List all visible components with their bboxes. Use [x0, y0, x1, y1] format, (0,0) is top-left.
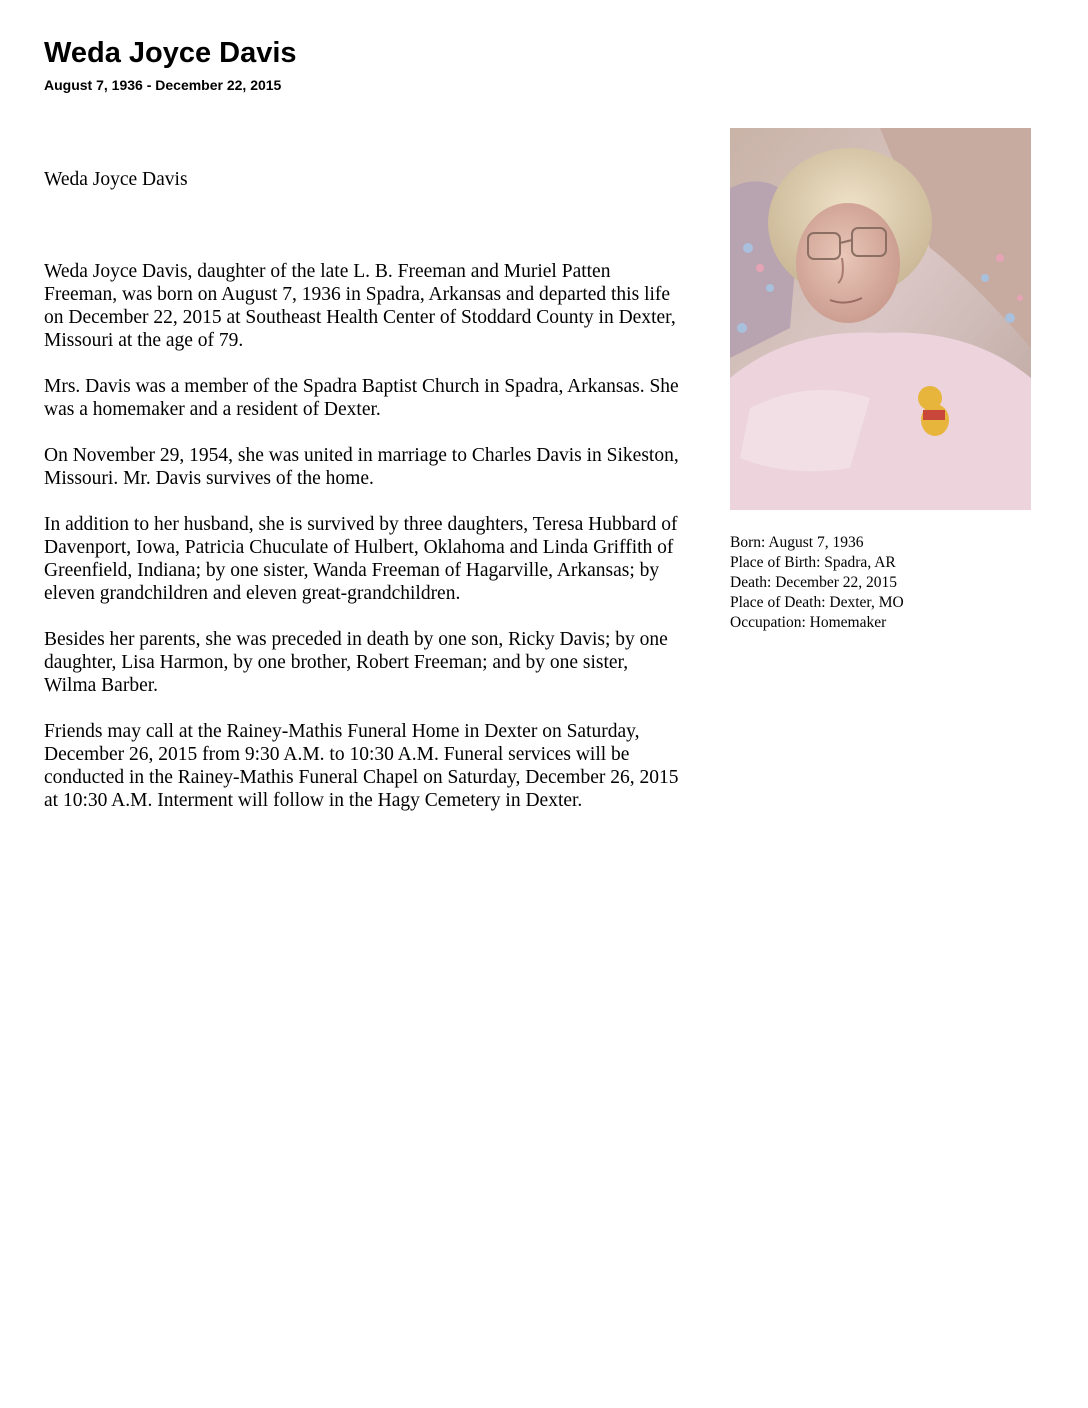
subject-name: Weda Joyce Davis	[44, 169, 188, 190]
obituary-paragraph: On November 29, 1954, she was united in marriage to Charles Davis in Sikeston, Missouri. Mr. Davis survives of the home.	[44, 445, 679, 489]
obituary-paragraph: Friends may call at the Rainey-Mathis Funeral Home in Dexter on Saturday, December 26, 2015 from 9:30 A.M. to 10:30 A.M. Funeral services will be conducted in the Rainey-Mathis Funeral Chapel on Saturday, December 26, 2015 at 10:30 A.M. Interment will follow in the Hagy Cemetery in Dexter.	[44, 721, 679, 811]
obituary-body	[44, 168, 684, 835]
life-dates: August 7, 1936 - December 22, 2015	[44, 77, 282, 93]
obituary-paragraph: In addition to her husband, she is survived by three daughters, Teresa Hubbard of Davenport, Iowa, Patricia Chuculate of Hulbert, Oklahoma and Linda Griffith of Greenfield, Indiana; by one sister, Wanda Freeman of Hagarville, Arkansas; by eleven grandchildren and eleven great-grandchildren.	[44, 514, 678, 604]
vital-facts	[730, 533, 904, 633]
fact-occupation: Occupation: Homemaker	[730, 614, 887, 631]
portrait-photo	[730, 128, 1031, 510]
obituary-paragraph: Mrs. Davis was a member of the Spadra Baptist Church in Spadra, Arkansas. She was a homemaker and a resident of Dexter.	[44, 376, 679, 420]
obituary-paragraph: Besides her parents, she was preceded in death by one son, Ricky Davis; by one daughter, Lisa Harmon, by one brother, Robert Freeman; and by one sister, Wilma Barber.	[44, 629, 668, 696]
page-title: Weda Joyce Davis	[44, 37, 297, 69]
page-header	[44, 36, 297, 94]
fact-death: Death: December 22, 2015	[730, 574, 897, 591]
fact-born: Born: August 7, 1936	[730, 534, 864, 551]
fact-place-of-birth: Place of Birth: Spadra, AR	[730, 554, 896, 571]
fact-place-of-death: Place of Death: Dexter, MO	[730, 594, 904, 611]
obituary-paragraph: Weda Joyce Davis, daughter of the late L. B. Freeman and Muriel Patten Freeman, was born on August 7, 1936 in Spadra, Arkansas and departed this life on December 22, 2015 at Southeast Health Center of Stoddard County in Dexter, Missouri at the age of 79.	[44, 261, 676, 351]
